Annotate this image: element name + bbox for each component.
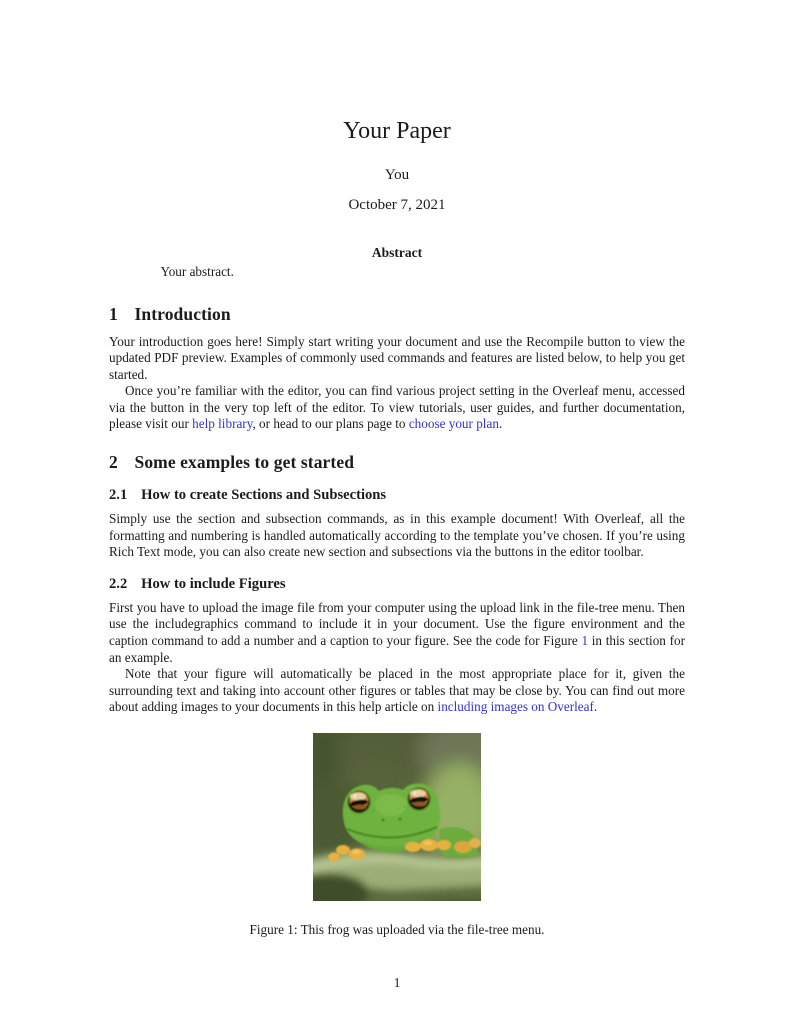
including-images-link[interactable]: including images on Overleaf: [437, 699, 594, 715]
frog-photo: [313, 733, 481, 901]
paper-author: You: [384, 167, 410, 183]
figure-1: [109, 733, 685, 901]
page-number: 1: [393, 975, 401, 990]
section-1-title: Introduction: [134, 303, 231, 324]
subsection-2-1-number: 2.1: [109, 487, 128, 504]
right-eye: [407, 787, 432, 812]
help-library-link[interactable]: help library: [192, 416, 253, 432]
abstract-text: Your abstract.: [160, 264, 234, 279]
intro-paragraph-2: [109, 383, 685, 433]
figures-paragraph-2: [109, 666, 685, 716]
subsection-2-2-title: How to include Figures: [141, 575, 286, 592]
text-segment: , or head to our plans page to: [252, 416, 409, 432]
subsection-2-1-title: How to create Sections and Subsections: [141, 487, 387, 504]
left-eye: [347, 790, 372, 815]
text-segment: in this section for an example.: [109, 633, 685, 665]
abstract-heading: Abstract: [371, 245, 423, 260]
intro-paragraph-1: Your introduction goes here! Simply start writing your document and use the Recompile button to view the updated PDF preview. Examples of commonly used commands and features are listed below, to help you get started.: [109, 333, 685, 382]
paper-date: October 7, 2021: [348, 197, 446, 213]
paper-title: Your Paper: [343, 118, 451, 144]
text-segment: First you have to upload the image file from your computer using the upload link in the file-tree menu. Then use the includegraphics command to include it in your document. Use the figure environment and the caption command to add a number and a caption to your figure. See the code for Figure: [109, 599, 685, 649]
choose-your-plan-link[interactable]: choose your plan: [408, 416, 499, 432]
subsection-2-1-paragraph: Simply use the section and subsection commands, as in this example document! With Overleaf, all the formatting and numbering is handled automatically according to the template you’ve chosen. If you’re using Rich Text mode, you can also create new section and subsections via the buttons in the editor toolbar.: [109, 511, 685, 560]
text-segment: Note that your figure will automatically be placed in the most appropriate place for it, given the surrounding text and taking into account other figures or tables that may be close by. You can find out more about adding images to your documents in this help article on: [109, 666, 685, 715]
section-2-heading: [109, 452, 685, 473]
subsection-2-1-heading: [109, 487, 685, 504]
text-segment: .: [593, 699, 598, 715]
text-segment: .: [498, 416, 503, 432]
section-1-heading: [109, 304, 685, 325]
section-2-number: 2: [109, 452, 118, 473]
figures-paragraph-1: [109, 600, 685, 666]
text-segment: Once you’re familiar with the editor, you can find various project setting in the Overleaf menu, accessed via the button in the very top left of the editor. To view tutorials, user guides, and further documentation, please visit our: [109, 383, 685, 432]
section-1-number: 1: [109, 303, 118, 324]
figure-1-caption: Figure 1: This frog was uploaded via the file-tree menu.: [249, 922, 545, 937]
figure-1-reference-link[interactable]: 1: [581, 633, 589, 649]
section-2-title: Some examples to get started: [134, 452, 355, 473]
subsection-2-2-heading: [109, 576, 685, 593]
subsection-2-2-number: 2.2: [109, 575, 128, 592]
